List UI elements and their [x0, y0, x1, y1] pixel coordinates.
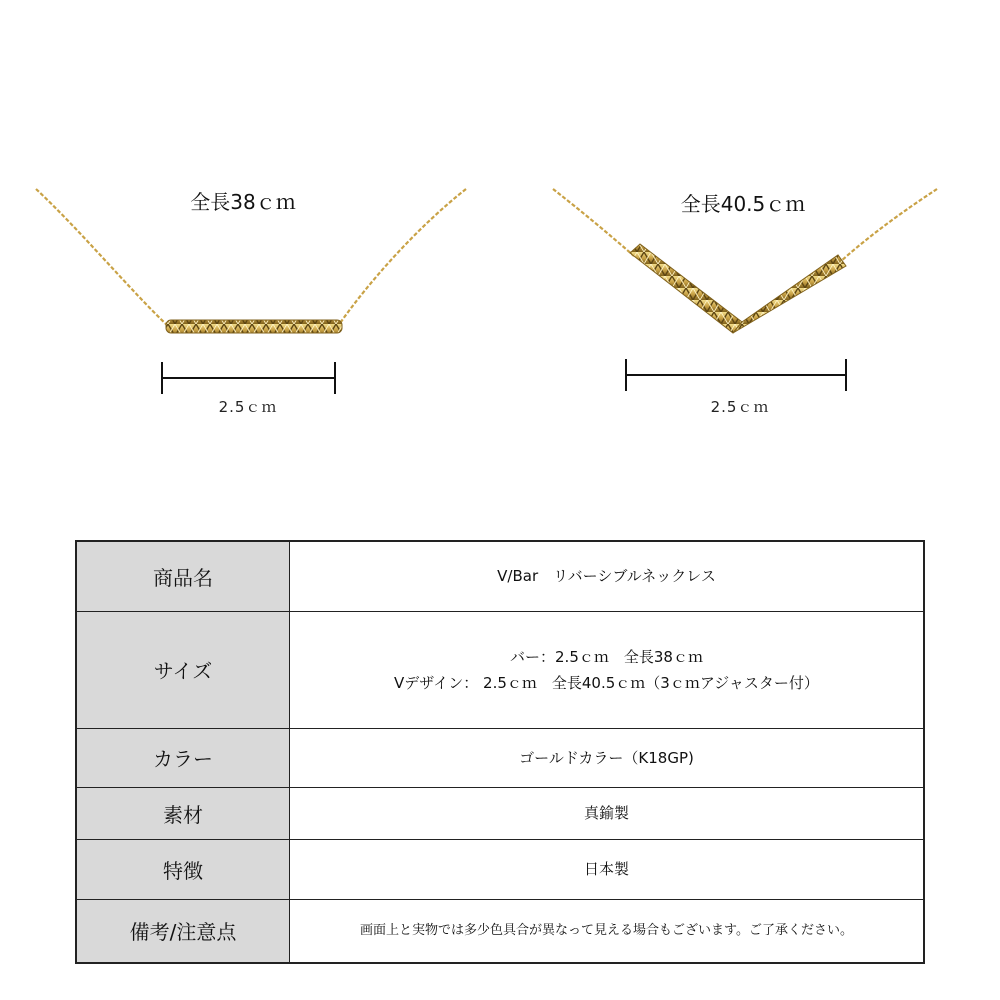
spec-table [75, 540, 925, 964]
row-label-feature: 特徴 [76, 839, 290, 899]
bar-width-label: 2.5ｃｍ [218, 398, 278, 416]
row-value-feature: 日本製 [290, 839, 925, 899]
table-row [76, 541, 924, 611]
row-value-material: 真鍮製 [290, 787, 925, 839]
table-row [76, 611, 924, 728]
chain-left [36, 189, 168, 326]
table-row [76, 899, 924, 963]
row-value-notes: 画面上と実物では多少色具合が異なって見える場合もございます。ご了承ください。 [290, 899, 925, 963]
chain-right [840, 189, 937, 262]
bar-necklace-image [36, 189, 466, 394]
v-length-caption: 全長40.5ｃｍ [680, 192, 806, 216]
v-necklace-image [553, 189, 937, 391]
bar-length-caption: 全長38ｃｍ [190, 190, 296, 214]
row-label-name: 商品名 [76, 541, 290, 611]
row-value-color: ゴールドカラー（K18GP) [290, 728, 925, 787]
row-value-name: V/Bar リバーシブルネックレス [290, 541, 925, 611]
row-label-material: 素材 [76, 787, 290, 839]
v-width-label: 2.5ｃｍ [710, 398, 770, 416]
bar-pendant [166, 320, 342, 333]
chain-right [338, 189, 466, 326]
row-label-notes: 備考/注意点 [76, 899, 290, 963]
row-label-color: カラー [76, 728, 290, 787]
table-row [76, 787, 924, 839]
size-line-v: Vデザイン： 2.5ｃｍ 全長40.5ｃｍ（3ｃｍアジャスター付） [394, 673, 819, 692]
row-value-size [290, 611, 925, 728]
table-row [76, 728, 924, 787]
v-pendant [630, 244, 846, 333]
row-label-size: サイズ [76, 611, 290, 728]
table-row [76, 839, 924, 899]
chain-left [553, 189, 634, 256]
size-line-bar: バー：2.5ｃｍ 全長38ｃｍ [510, 647, 703, 666]
